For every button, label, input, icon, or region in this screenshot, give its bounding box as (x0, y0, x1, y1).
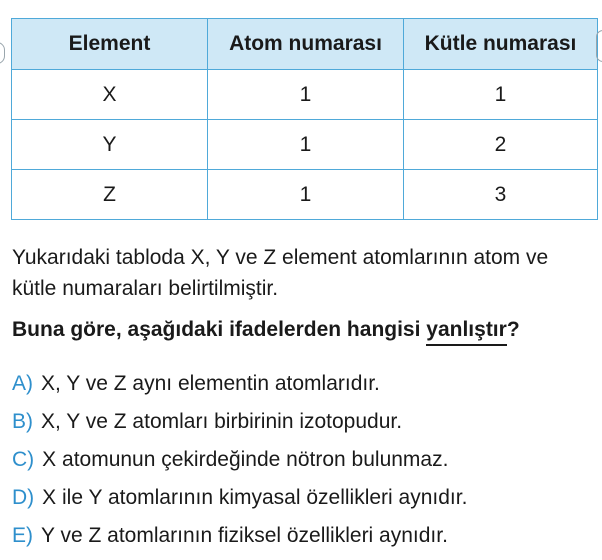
table-row (12, 70, 598, 120)
element-table-container (11, 18, 597, 218)
table-header-row (12, 19, 598, 70)
cell-mass-number: 1 (404, 70, 598, 120)
option-letter: A) (12, 372, 33, 395)
header-mass-number: Kütle numarası (404, 19, 598, 70)
option-text: X, Y ve Z aynı elementin atomlarıdır. (41, 372, 380, 395)
answer-options (12, 368, 602, 558)
option-letter: E) (12, 524, 33, 547)
option-letter: C) (12, 448, 35, 471)
element-table (11, 18, 598, 220)
question-suffix: ? (506, 318, 520, 341)
option-text: Y ve Z atomlarının fiziksel özellikleri aynıdır. (41, 524, 448, 547)
cell-atom-number: 1 (208, 170, 404, 220)
cell-element: Y (12, 120, 208, 170)
question-emphasis: yanlıştır (426, 317, 507, 346)
cell-mass-number: 3 (404, 170, 598, 220)
option-letter: D) (12, 486, 35, 509)
option-e[interactable] (12, 520, 602, 558)
context-line-2: kütle numaraları belirtilmiştir. (12, 277, 279, 300)
option-c[interactable] (12, 444, 602, 482)
option-letter: B) (12, 410, 33, 433)
table-row (12, 170, 598, 220)
question-prefix: Buna göre, aşağıdaki ifadelerden hangisi (12, 318, 427, 341)
cell-element: X (12, 70, 208, 120)
option-b[interactable] (12, 406, 602, 444)
question-stem (12, 314, 602, 346)
option-text: X atomunun çekirdeğinde nötron bulunmaz. (42, 448, 449, 471)
option-d[interactable] (12, 482, 602, 520)
cell-element: Z (12, 170, 208, 220)
table-row (12, 120, 598, 170)
right-edge-mark (596, 30, 602, 62)
cell-mass-number: 2 (404, 120, 598, 170)
question-context (12, 242, 602, 304)
header-atom-number: Atom numarası (208, 19, 404, 70)
header-element: Element (12, 19, 208, 70)
option-text: X, Y ve Z atomları birbirinin izotopudur. (41, 410, 403, 433)
option-text: X ile Y atomlarının kimyasal özellikleri aynıdır. (42, 486, 468, 509)
cell-atom-number: 1 (208, 120, 404, 170)
cell-atom-number: 1 (208, 70, 404, 120)
context-line-1: Yukarıdaki tabloda X, Y ve Z element atomlarının atom ve (12, 246, 549, 269)
left-edge-mark (0, 42, 5, 64)
option-a[interactable] (12, 368, 602, 406)
